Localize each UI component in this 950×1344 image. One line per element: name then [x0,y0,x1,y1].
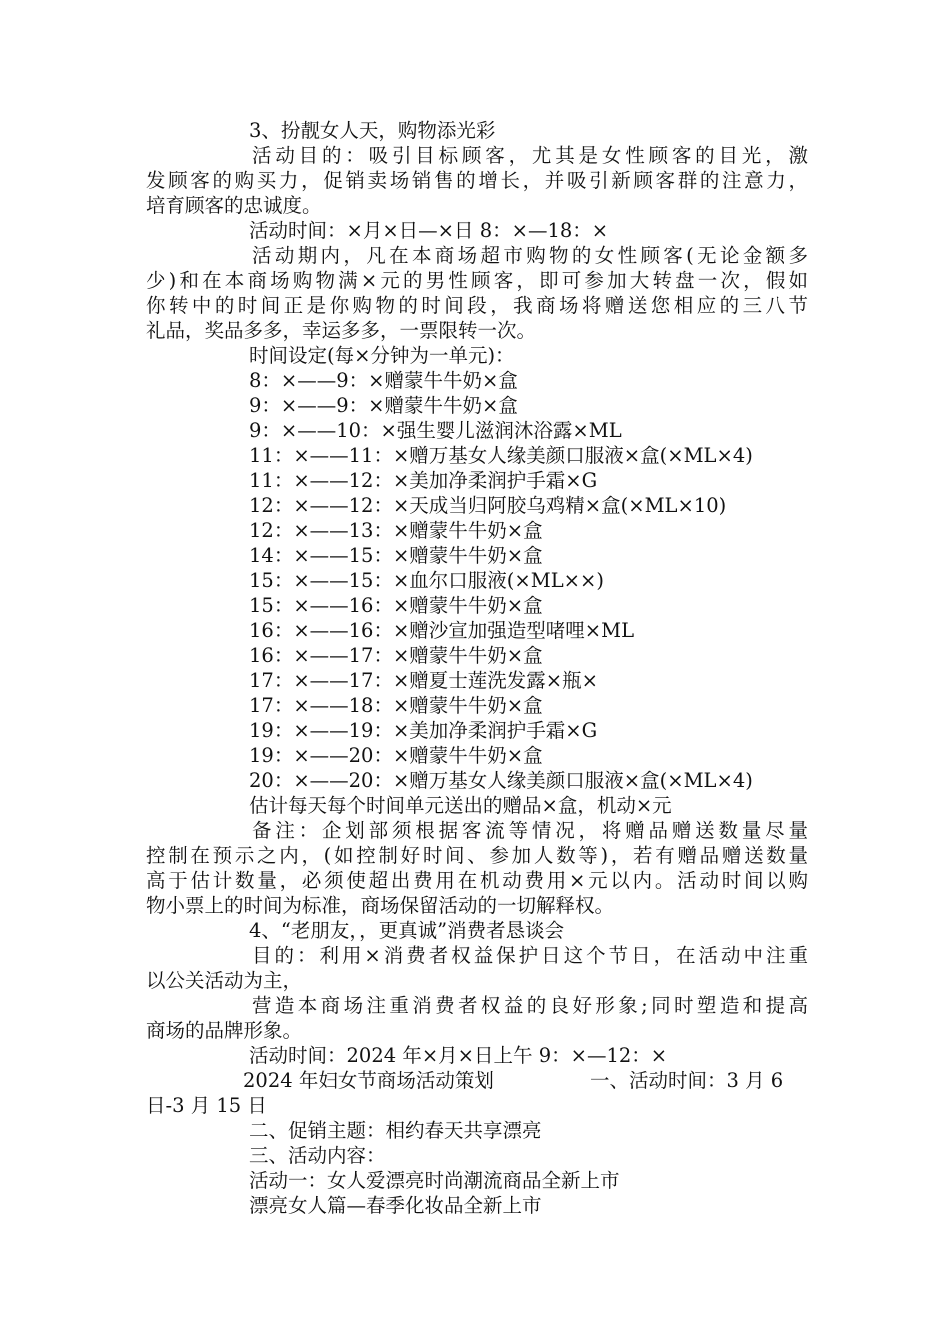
paragraph-line: 活动目的：吸引目标顾客，尤其是女性顾客的目光，激 [252,144,808,167]
paragraph-line: 控制在预示之内，(如控制好时间、参加人数等)，若有赠品赠送数量 [146,844,808,867]
paragraph-line: 估计每天每个时间单元送出的赠品×盒，机动×元 [249,794,672,817]
schedule-item: 11：×——11：×赠万基女人缘美颜口服液×盒(×ML×4) [249,444,753,467]
schedule-item: 15：×——15：×血尔口服液(×ML××) [249,569,604,592]
activity-time-heading: 一、活动时间：3 月 6 [590,1069,784,1092]
paragraph-line: 发顾客的购买力，促销卖场销售的增长，并吸引新顾客群的注意力， [146,169,808,192]
schedule-item: 9：×——9：×赠蒙牛牛奶×盒 [249,394,518,417]
section-heading: 二、促销主题：相约春天共享漂亮 [249,1119,542,1142]
section-heading: 三、活动内容： [249,1144,386,1167]
document-body [0,118,950,1218]
paragraph-line: 活动时间：2024 年×月×日上午 9：×—12：× [249,1044,668,1067]
paragraph-line: 备注：企划部须根据客流等情况，将赠品赠送数量尽量 [252,819,808,842]
schedule-item: 12：×——13：×赠蒙牛牛奶×盒 [249,519,543,542]
schedule-item: 15：×——16：×赠蒙牛牛奶×盒 [249,594,543,617]
paragraph-line: 活动期内，凡在本商场超市购物的女性顾客(无论金额多 [252,244,808,267]
paragraph-line: 物小票上的时间为标准，商场保留活动的一切解释权。 [146,894,615,917]
section-heading: 4、“老朋友，，更真诚”消费者恳谈会 [249,919,565,942]
schedule-item: 17：×——18：×赠蒙牛牛奶×盒 [249,694,543,717]
schedule-item: 17：×——17：×赠夏士莲洗发露×瓶× [249,669,598,692]
paragraph-line: 日-3 月 15 日 [146,1094,267,1117]
paragraph-line: 目的：利用×消费者权益保护日这个节日，在活动中注重 [252,944,808,967]
paragraph-line: 商场的品牌形象。 [146,1019,303,1042]
schedule-item: 16：×——16：×赠沙宣加强造型啫哩×ML [249,619,635,642]
paragraph-line: 时间设定(每×分钟为一单元)： [249,344,515,367]
schedule-item: 9：×——10：×强生婴儿滋润沐浴露×ML [249,419,622,442]
paragraph-line: 礼品，奖品多多，幸运多多，一票限转一次。 [146,319,537,342]
paragraph-line: 活动时间：×月×日—×日 8：×—18：× [249,219,609,242]
schedule-item: 12：×——12：×天成当归阿胶乌鸡精×盒(×ML×10) [249,494,727,517]
schedule-item: 19：×——20：×赠蒙牛牛奶×盒 [249,744,543,767]
schedule-item: 16：×——17：×赠蒙牛牛奶×盒 [249,644,543,667]
schedule-item: 11：×——12：×美加净柔润护手霜×G [249,469,598,492]
section-heading: 3、扮靓女人天，购物添光彩 [249,119,496,142]
paragraph-line: 高于估计数量，必须使超出费用在机动费用×元以内。活动时间以购 [146,869,808,892]
plan-title [0,1068,950,1093]
plan-title-text: 2024 年妇女节商场活动策划 [243,1069,494,1092]
schedule-item: 20：×——20：×赠万基女人缘美颜口服液×盒(×ML×4) [249,769,753,792]
paragraph-line: 活动一：女人爱漂亮时尚潮流商品全新上市 [249,1169,620,1192]
paragraph-line: 漂亮女人篇—春季化妆品全新上市 [249,1194,542,1217]
schedule-item: 14：×——15：×赠蒙牛牛奶×盒 [249,544,543,567]
paragraph-line: 你转中的时间正是你购物的时间段，我商场将赠送您相应的三八节 [146,294,808,317]
schedule-item: 19：×——19：×美加净柔润护手霜×G [249,719,598,742]
paragraph-line: 少)和在本商场购物满×元的男性顾客，即可参加大转盘一次，假如 [146,269,808,292]
schedule-item: 8：×——9：×赠蒙牛牛奶×盒 [249,369,518,392]
paragraph-line: 培育顾客的忠诚度。 [146,194,322,217]
paragraph-line: 以公关活动为主， [146,969,303,992]
paragraph-line: 营造本商场注重消费者权益的良好形象;同时塑造和提高 [252,994,808,1017]
